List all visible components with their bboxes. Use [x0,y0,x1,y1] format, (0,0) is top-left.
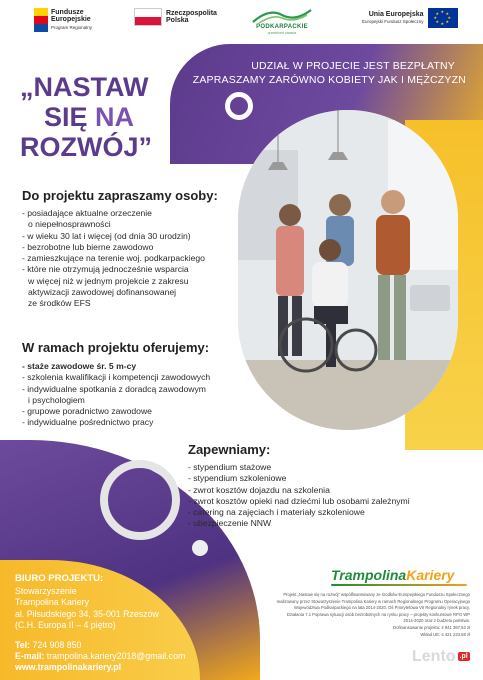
logo-bar [0,0,483,44]
contact-website [15,662,185,673]
list-item: - bezrobotne lub bierne zawodowo [22,241,154,252]
watermark-text: Lento [412,648,456,665]
invite-heading: Do projektu zapraszamy osoby: [22,188,218,203]
contact-email [15,651,185,662]
list-item: - catering na zajęciach i materiały szkoleniowe [188,507,365,518]
fineprint-line: Projekt „Nastaw się na rozwój” współfinansowany ze środków Europejskiego Funduszu Społecznego [283,592,470,597]
fe-line1: Fundusze [51,8,84,16]
fineprint-line: 2014-2020 oraz z budżetu państwa. [403,618,470,624]
list-item: - stypendium szkoleniowe [188,473,287,484]
poland-flag-icon [134,8,162,26]
phone-label: Tel: [15,640,30,651]
podkarpackie-logo-icon [249,6,315,35]
page-title [20,72,152,162]
offer-heading: W ramach projektu oferujemy: [22,340,210,355]
list-item: i psychologiem [28,394,85,405]
pk-sub: przestrzeń otwarta [267,31,297,35]
trampolina-kariery-logo [331,567,454,583]
email-label: E-mail: [15,651,45,662]
list-item: - indywidualne spotkania z doradcą zawodowym [22,383,206,394]
contact-org2: Trampolina Kariery [15,597,89,608]
eu-line2: Europejski Fundusz Społeczny [362,19,424,24]
list-item: - ubezpieczenie NNW [188,518,272,529]
lento-watermark [412,648,470,666]
list-item: - szkolenia kwalifikacji i kompetencji zawodowych [22,372,211,383]
list-item: - zwrot kosztów opieki nad dziećmi lub osobami zależnymi [188,495,410,506]
list-item: - zamieszkujące na terenie woj. podkarpackiego [22,253,205,264]
list-item: w więcej niż w jednym projekcie z zakresu [28,275,189,286]
brand-part1: Trampolina [331,567,407,583]
title-line3: ROZWÓJ” [20,132,152,162]
title-line2a: SIĘ [44,102,96,132]
logo-rzeczpospolita [134,8,217,26]
banner-line-invite: ZAPRASZAMY ZARÓWNO KOBIETY JAK I MĘŻCZYZN [192,74,466,86]
fineprint-line: realizowany przez Stowarzyszenie Trampolina Kariery w ramach Regionalnego Programu Operacyjnego [276,598,470,604]
email-value[interactable]: trampolina.kariery2018@gmail.com [46,651,186,662]
eu-flag-icon: ★ ★ ★ ★ ★ ★ ★ ★ [428,8,458,28]
list-item: - posiadające aktualne orzeczenie [22,208,152,218]
funding-fineprint [218,592,470,638]
logo-unia-europejska [362,8,458,28]
rp-line1: Rzeczpospolita [166,9,217,17]
fineprint-line: Działania 7.1 Poprawa sytuacji osób bezrobotnych na rynku pracy – projekty konkursowe RPO WP [286,611,470,617]
list-item: aktywizacji zawodowej dofinansowanej [28,287,177,298]
offer-list [22,361,210,429]
list-item: - stypendium stażowe [188,462,272,472]
list-item: - staże zawodowe śr. 5 m-cy [22,361,137,371]
contact-address: al. Piłsudskiego 34, 35-001 Rzeszów [15,608,159,619]
list-item: ze środków EFS [28,298,91,309]
website-link[interactable]: www.trampolinakariery.pl [15,662,122,673]
list-item: - które nie otrzymują jednocześnie wsparcia [22,264,189,275]
list-item: o niepełnosprawności [28,219,111,230]
logo-podkarpackie [249,6,315,35]
contact-heading: BIURO PROJEKTU: [15,573,104,584]
logo-fundusze-europejskie [34,8,92,32]
brand-underline [331,584,467,586]
fe-line2: Europejskie [51,16,91,24]
list-item: - w wieku 30 lat i więcej (od dnia 30 urodzin) [22,230,191,241]
rp-line2: Polska [166,17,189,24]
title-line2b: NA [95,102,135,132]
list-item: - indywidualne pośrednictwo pracy [22,417,154,428]
group-photo [238,110,458,430]
fineprint-line: Dofinansowanie projektu: 4 941 367,53 zł [393,624,470,630]
list-item: - grupowe poradnictwo zawodowe [22,406,152,417]
list-item: - zwrot kosztów dojazdu na szkolenia [188,484,330,495]
provide-list [188,462,410,530]
title-line2 [20,102,152,132]
watermark-suffix: .pl [459,653,468,661]
contact-address-note: (C.H. Europa II – 4 piętro) [15,619,116,630]
phone-value[interactable]: 724 908 850 [32,640,82,651]
provide-heading: Zapewniamy: [188,442,271,457]
brand-part2: Kariery [406,567,455,583]
pk-name: PODKARPACKIE [256,24,308,30]
decorative-ring-large [100,460,180,540]
banner-line-free: UDZIAŁ W PROJECIE JEST BEZPŁATNY [251,60,455,72]
invite-list [22,208,205,310]
contact-phone [15,640,185,651]
fe-line3: Program Regionalny [51,24,93,30]
fe-logo-icon [34,8,48,32]
group-photo-illustration [238,110,458,430]
decorative-dot [192,540,208,556]
fineprint-line: Województwa Podkarpackiego na lata 2014-2020. Oś Priorytetowa VII Regionalny rynek pracy, [293,605,470,611]
contact-org1: Stowarzyszenie [15,586,77,597]
title-line1: „NASTAW [20,72,149,102]
fineprint-line: Wkład UE: 4 421 223,58 zł [420,631,470,637]
eu-line1: Unia Europejska [368,10,424,18]
contact-block [15,573,185,674]
